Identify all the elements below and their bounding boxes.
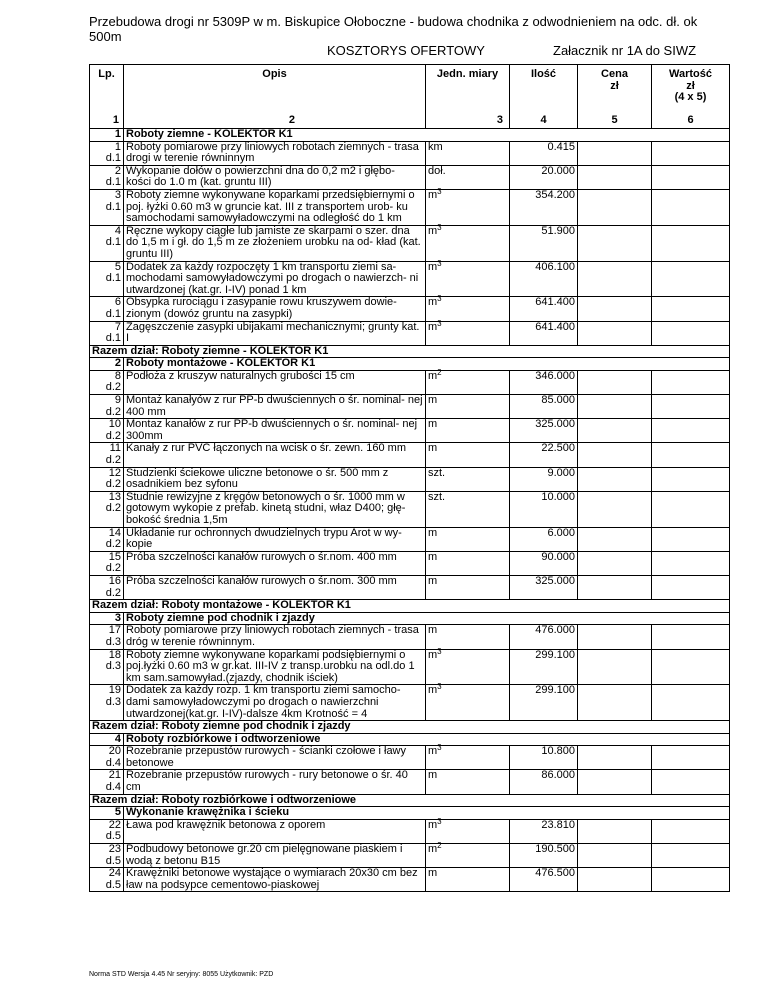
column-number-row — [90, 115, 730, 129]
item-unit: m — [426, 625, 510, 649]
item-description: Ręczne wykopy ciągłe lub jamiste ze skarpami o szer. dna do 1,5 m i gł. do 1,5 m ze złożeniem urobku na od- kład (kat. gruntu III) — [124, 225, 426, 261]
column-number: 6 — [652, 115, 730, 129]
item-quantity: 476.500 — [510, 868, 578, 892]
section-title: Wykonanie krawężnika i ścieku — [124, 807, 730, 820]
section-number: 1 — [90, 129, 124, 142]
col-header-lp: Lp. — [90, 65, 124, 116]
item-value — [652, 443, 730, 467]
item-price — [578, 261, 652, 297]
item-price — [578, 395, 652, 419]
item-unit: m — [426, 770, 510, 794]
item-value — [652, 649, 730, 685]
item-quantity: 86.000 — [510, 770, 578, 794]
item-value — [652, 321, 730, 345]
item-description: Roboty pomiarowe przy liniowych robotach ziemnych - trasa dróg w terenie równinnym. — [124, 625, 426, 649]
item-quantity: 325.000 — [510, 419, 578, 443]
item-unit: m — [426, 419, 510, 443]
item-price — [578, 225, 652, 261]
section-row — [90, 129, 730, 142]
item-quantity: 476.000 — [510, 625, 578, 649]
table-row — [90, 225, 730, 261]
item-lp: 7 d.1 — [90, 321, 124, 345]
item-description: Próba szczelności kanałów rurowych o śr.nom. 400 mm — [124, 551, 426, 575]
item-quantity: 90.000 — [510, 551, 578, 575]
item-lp: 21 d.4 — [90, 770, 124, 794]
item-description: Dodatek za każdy rozp. 1 km transportu ziemi samocho- dami samowyładowczymi po drogach o nawierzchni utwardzonej(kat.gr. I-IV)-dalsze 4km Krotność = 4 — [124, 685, 426, 721]
col-header-opis: Opis — [124, 65, 426, 116]
item-lp: 16 d.2 — [90, 575, 124, 599]
section-title: Roboty montażowe - KOLEKTOR K1 — [124, 358, 730, 371]
item-price — [578, 297, 652, 321]
item-unit: szt. — [426, 491, 510, 527]
item-quantity: 10.000 — [510, 491, 578, 527]
item-quantity: 406.100 — [510, 261, 578, 297]
item-value — [652, 165, 730, 189]
item-lp: 12 d.2 — [90, 467, 124, 491]
item-lp: 14 d.2 — [90, 527, 124, 551]
item-unit: m — [426, 527, 510, 551]
item-quantity: 51.900 — [510, 225, 578, 261]
item-quantity: 346.000 — [510, 370, 578, 394]
item-price — [578, 370, 652, 394]
table-row — [90, 370, 730, 394]
item-quantity: 23.810 — [510, 819, 578, 843]
item-quantity: 190.500 — [510, 844, 578, 868]
item-value — [652, 551, 730, 575]
item-value — [652, 868, 730, 892]
col-header-wartosc: Wartość zł (4 x 5) — [652, 65, 730, 116]
section-total-row — [90, 794, 730, 807]
section-total-row — [90, 600, 730, 613]
item-value — [652, 261, 730, 297]
item-price — [578, 141, 652, 165]
item-lp: 11 d.2 — [90, 443, 124, 467]
item-lp: 9 d.2 — [90, 395, 124, 419]
section-total-label: Razem dział: Roboty rozbiórkowe i odtworzeniowe — [90, 794, 730, 807]
item-lp: 13 d.2 — [90, 491, 124, 527]
item-value — [652, 527, 730, 551]
col-header-ilosc: Ilość — [510, 65, 578, 116]
item-price — [578, 844, 652, 868]
item-unit: $m^3$ — [426, 297, 510, 321]
item-description: Kanały z rur PVC łączonych na wcisk o śr. zewn. 160 mm — [124, 443, 426, 467]
item-price — [578, 575, 652, 599]
item-price — [578, 443, 652, 467]
item-value — [652, 225, 730, 261]
item-description: Rozebranie przepustów rurowych - rury betonowe o śr. 40 cm — [124, 770, 426, 794]
item-unit: km — [426, 141, 510, 165]
item-price — [578, 868, 652, 892]
section-title: Roboty ziemne - KOLEKTOR K1 — [124, 129, 730, 142]
item-description: Podbudowy betonowe gr.20 cm pielęgnowane piaskiem i wodą z betonu B15 — [124, 844, 426, 868]
item-value — [652, 685, 730, 721]
item-lp: 3 d.1 — [90, 189, 124, 225]
item-unit: $m^3$ — [426, 321, 510, 345]
item-price — [578, 685, 652, 721]
item-unit: $m^3$ — [426, 746, 510, 770]
item-description: Rozebranie przepustów rurowych - ścianki czołowe i ławy betonowe — [124, 746, 426, 770]
section-row — [90, 358, 730, 371]
item-lp: 20 d.4 — [90, 746, 124, 770]
item-quantity: 10.800 — [510, 746, 578, 770]
item-lp: 24 d.5 — [90, 868, 124, 892]
table-row — [90, 770, 730, 794]
table-row — [90, 868, 730, 892]
cost-estimate-table — [89, 64, 730, 892]
table-row — [90, 321, 730, 345]
section-number: 4 — [90, 733, 124, 746]
item-description: Dodatek za każdy rozpoczęty 1 km transportu ziemi sa- mochodami samowyładowczymi po drogach o nawierzch- ni utwardzonej (kat.gr. I-IV) ponad 1 km — [124, 261, 426, 297]
section-number: 5 — [90, 807, 124, 820]
col-header-cena: Cena zł — [578, 65, 652, 116]
item-description: Obsypka rurociągu i zasypanie rowu kruszywem dowie- zionym (dowóz gruntu na zasypki) — [124, 297, 426, 321]
table-row — [90, 467, 730, 491]
item-value — [652, 625, 730, 649]
item-description: Studnie rewizyjne z kręgów betonowych o śr. 1000 mm w gotowym wykopie z prefab. kinetą studni, właz D400; głę- bokość średnia 1,5m — [124, 491, 426, 527]
item-lp: 4 d.1 — [90, 225, 124, 261]
item-description: Próba szczelności kanałów rurowych o śr.nom. 300 mm — [124, 575, 426, 599]
table-row — [90, 551, 730, 575]
item-quantity: 9.000 — [510, 467, 578, 491]
item-quantity: 299.100 — [510, 685, 578, 721]
item-quantity: 325.000 — [510, 575, 578, 599]
item-quantity: 20.000 — [510, 165, 578, 189]
table-row — [90, 527, 730, 551]
section-title: Roboty ziemne pod chodnik i zjazdy — [124, 612, 730, 625]
item-price — [578, 321, 652, 345]
item-description: Montaz kanałów z rur PP-b dwuściennych o śr. nominal- nej 300mm — [124, 419, 426, 443]
item-value — [652, 141, 730, 165]
item-quantity: 641.400 — [510, 297, 578, 321]
item-description: Układanie rur ochronnych dwudzielnych trypu Arot w wy- kopie — [124, 527, 426, 551]
item-value — [652, 189, 730, 225]
item-unit: m — [426, 551, 510, 575]
item-price — [578, 189, 652, 225]
section-row — [90, 612, 730, 625]
item-price — [578, 419, 652, 443]
table-body — [90, 129, 730, 892]
column-number: 2 — [124, 115, 426, 129]
item-unit: $m^3$ — [426, 261, 510, 297]
item-value — [652, 844, 730, 868]
item-price — [578, 746, 652, 770]
item-quantity: 0.415 — [510, 141, 578, 165]
item-value — [652, 770, 730, 794]
section-number: 3 — [90, 612, 124, 625]
item-unit: $m^2$ — [426, 370, 510, 394]
item-lp: 2 d.1 — [90, 165, 124, 189]
item-price — [578, 770, 652, 794]
item-unit: m — [426, 868, 510, 892]
item-lp: 10 d.2 — [90, 419, 124, 443]
item-unit: $m^3$ — [426, 189, 510, 225]
table-row — [90, 685, 730, 721]
section-total-row — [90, 721, 730, 734]
item-unit: $m^3$ — [426, 649, 510, 685]
section-number: 2 — [90, 358, 124, 371]
section-row — [90, 733, 730, 746]
item-unit: doł. — [426, 165, 510, 189]
item-price — [578, 165, 652, 189]
item-description: Krawężniki betonowe wystające o wymiarach 20x30 cm bez ław na podsypce cementowo-piaskowej — [124, 868, 426, 892]
table-row — [90, 189, 730, 225]
item-price — [578, 551, 652, 575]
table-header-row — [90, 65, 730, 116]
table-row — [90, 395, 730, 419]
item-quantity: 85.000 — [510, 395, 578, 419]
item-unit: $m^3$ — [426, 685, 510, 721]
item-lp: 17 d.3 — [90, 625, 124, 649]
item-description: Roboty ziemne wykonywane koparkami podsiębiernymi o poj.łyżki 0.60 m3 w gr.kat. III-IV z transp.urobku na odl.do 1 km sam.samowyład.(zjazdy, chodnik iściek) — [124, 649, 426, 685]
item-lp: 23 d.5 — [90, 844, 124, 868]
item-lp: 19 d.3 — [90, 685, 124, 721]
item-value — [652, 370, 730, 394]
item-value — [652, 746, 730, 770]
item-unit: szt. — [426, 467, 510, 491]
item-price — [578, 467, 652, 491]
item-lp: 6 d.1 — [90, 297, 124, 321]
item-unit: m — [426, 443, 510, 467]
table-row — [90, 746, 730, 770]
table-row — [90, 141, 730, 165]
item-price — [578, 625, 652, 649]
item-unit: m — [426, 575, 510, 599]
section-total-row — [90, 345, 730, 358]
annex-label: Załacznik nr 1A do SIWZ — [553, 43, 697, 58]
item-description: Podłoża z kruszyw naturalnych grubości 15 cm — [124, 370, 426, 394]
item-value — [652, 395, 730, 419]
item-value — [652, 419, 730, 443]
item-lp: 5 d.1 — [90, 261, 124, 297]
item-quantity: 22.500 — [510, 443, 578, 467]
item-description: Studzienki ściekowe uliczne betonowe o śr. 500 mm z osadnikiem bez syfonu — [124, 467, 426, 491]
item-price — [578, 649, 652, 685]
item-value — [652, 575, 730, 599]
item-price — [578, 819, 652, 843]
table-row — [90, 491, 730, 527]
table-row — [90, 165, 730, 189]
item-unit: $m^3$ — [426, 225, 510, 261]
table-row — [90, 575, 730, 599]
table-row — [90, 297, 730, 321]
document-title: Przebudowa drogi nr 5309P w m. Biskupice Ołoboczne - budowa chodnika z odwodnieniem na odc. dł. ok 500m — [89, 14, 698, 44]
item-value — [652, 819, 730, 843]
item-description: Montaż kanałyów z rur PP-b dwuściennych o śr. nominal- nej 400 mm — [124, 395, 426, 419]
item-quantity: 354.200 — [510, 189, 578, 225]
table-row — [90, 649, 730, 685]
document-subtitle: KOSZTORYS OFERTOWY — [327, 43, 485, 58]
footer-note: Norma STD Wersja 4.45 Nr seryjny: 8055 Użytkownik: PZD — [89, 971, 274, 978]
item-unit: m — [426, 395, 510, 419]
item-quantity: 6.000 — [510, 527, 578, 551]
table-row — [90, 844, 730, 868]
item-lp: 8 d.2 — [90, 370, 124, 394]
item-quantity: 641.400 — [510, 321, 578, 345]
table-row — [90, 419, 730, 443]
section-row — [90, 807, 730, 820]
section-title: Roboty rozbiórkowe i odtworzeniowe — [124, 733, 730, 746]
table-row — [90, 261, 730, 297]
item-price — [578, 491, 652, 527]
item-unit: $m^2$ — [426, 844, 510, 868]
section-total-label: Razem dział: Roboty montażowe - KOLEKTOR K1 — [90, 600, 730, 613]
item-description: Wykopanie dołów o powierzchni dna do 0,2 m2 i głębo- kości do 1.0 m (kat. gruntu III) — [124, 165, 426, 189]
column-number: 3 — [426, 115, 510, 129]
item-quantity: 299.100 — [510, 649, 578, 685]
item-unit: $m^3$ — [426, 819, 510, 843]
table-row — [90, 443, 730, 467]
column-number: 4 — [510, 115, 578, 129]
item-description: Ława pod krawężnik betonowa z oporem — [124, 819, 426, 843]
item-lp: 1 d.1 — [90, 141, 124, 165]
table-row — [90, 625, 730, 649]
col-header-jm: Jedn. miary — [426, 65, 510, 116]
table-row — [90, 819, 730, 843]
item-description: Zagęszczenie zasypki ubijakami mechanicznymi; grunty kat. I — [124, 321, 426, 345]
item-lp: 15 d.2 — [90, 551, 124, 575]
item-value — [652, 491, 730, 527]
column-number: 1 — [90, 115, 124, 129]
item-price — [578, 527, 652, 551]
section-total-label: Razem dział: Roboty ziemne - KOLEKTOR K1 — [90, 345, 730, 358]
item-description: Roboty pomiarowe przy liniowych robotach ziemnych - trasa drogi w terenie równinnym — [124, 141, 426, 165]
item-lp: 22 d.5 — [90, 819, 124, 843]
item-description: Roboty ziemne wykonywane koparkami przedsiębiernymi o poj. łyżki 0.60 m3 w gruncie kat. III z transportem urob- ku samochodami samowyładowczymi na odległość do 1 km — [124, 189, 426, 225]
item-value — [652, 467, 730, 491]
item-value — [652, 297, 730, 321]
item-lp: 18 d.3 — [90, 649, 124, 685]
section-total-label: Razem dział: Roboty ziemne pod chodnik i zjazdy — [90, 721, 730, 734]
column-number: 5 — [578, 115, 652, 129]
